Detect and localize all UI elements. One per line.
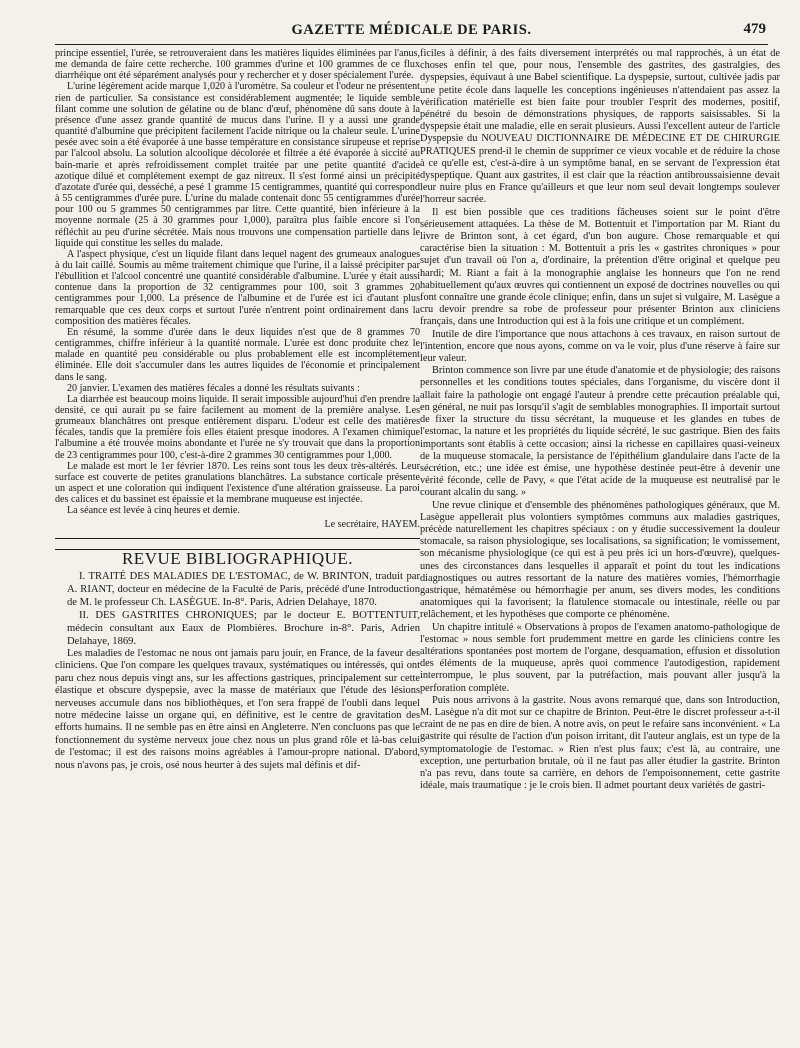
bibliography-entry: I. TRAITÉ DES MALADIES DE L'ESTOMAC, de W. BRINTON, traduit par A. RIANT, docteur en médecine de la Faculté de Paris, précédé d'une Introduction de M. le professeur Ch. LASÈGUE. In-8°. Paris, Adrien Delahaye, 1870. [67, 570, 420, 608]
paragraph: Les maladies de l'estomac ne nous ont jamais paru jouir, en France, de la faveur des cliniciens. Que l'on compare les quelques travaux, systématiques ou intéressés, qui ont paru chez nous depuis vingt ans, sur les affections gastriques, principalement sur cette élastique et obscure dyspepsie, avec la masse de matériaux que l'étude des lésions nerveuses accumule dans nos bibliothèques, et l'on sera frappé de l'oubli dans lequel notre médecine laisse un organe qui, en définitive, est le centre de gravitation des efforts humains. Il ne semble pas en être ainsi en Angleterre. N'en concluons pas que le fonctionnement du système nerveux joue chez nous un plus grand rôle et là-bas celui de l'estomac; il est des raisons moins agréables à l'amour-propre national. D'abord, nous n'avons pas, je crois, osé nous heurter à des sujets mal définis et dif- [55, 647, 420, 771]
page-number: 479 [743, 21, 766, 37]
paragraph: A l'aspect physique, c'est un liquide filant dans lequel nagent des grumeaux analogues à du lait caillé. Soumis au même traitement chimique que l'urine, il a laissé précipiter par l'ébullition et l'alcool concentré une quantité considérable d'albumine. L'urée y était aussi contenue dans la proportion de 32 centigrammes pour 100, soit 3 grammes 20 centigrammes pour 1,000. La présence de l'albumine et de l'urée est ici d'autant plus remarquable que ces deux corps et surtout l'urée n'entrent point ordinairement dans la composition des matières fécales. [55, 248, 420, 327]
page-header [55, 18, 768, 45]
bibliography-entry: II. DES GASTRITES CHRONIQUES; par le docteur E. BOTTENTUIT, médecin consultant aux Eaux de Plombières. Brochure in-8°. Paris, Adrien Delahaye, 1869. [67, 609, 420, 647]
paragraph: Une revue clinique et d'ensemble des phénomènes pathologiques généraux, que M. Lasègue appellerait plus volontiers symptômes communs aux maladies gastriques, précède naturellement les chapitres spéciaux : on y étudie successivement la douleur stomacale, sa raison physiologique, ses localisations, sa signification; le vomissement, son mécanisme physiologique (ce qui est à peu près ici un hors-d'œuvre), quelques-unes des circonstances dans lesquelles il apparaît et point du tout les indications diagnostiques ou autres ressortant de la nature des matières vomies, l'hémorrhagie gastrique, hématémèse ou hémorrhagie per anum, ses divers modes, les conditions anatomiques qui la favorisent; la flatulence stomacale ou intestinale, réelle ou par relâchement, et les hypothèses que comporte ce phénomène. [420, 499, 780, 621]
right-column [420, 48, 780, 1038]
review-body [55, 648, 420, 772]
paragraph: Le malade est mort le 1er février 1870. Les reins sont tous les deux très-altérés. Leur surface est couverte de petites granulations blanchâtres. La substance corticale présente un aspect et une coloration qui indiquent l'existence d'une altération graisseuse. La paroi des calices et du bassinet est épaissie et la membrane muqueuse est injectée. [55, 460, 420, 506]
paragraph: La séance est levée à cinq heures et demie. [67, 505, 240, 517]
paragraph: Inutile de dire l'importance que nous attachons à ces travaux, en raison surtout de l'intention, encore que nous ayons, comme on va le voir, plus d'une réserve à faire sur leur valeur. [420, 328, 780, 365]
paragraph: L'urine légèrement acide marque 1,020 à l'uromètre. Sa couleur et l'odeur ne présentent rien de particulier. Sa consistance est considérablement augmentée; le liquide semble filant comme une solution de gélatine ou de blanc d'œuf, phénomène dû sans doute à la présence d'une assez grande quantité de mucus dans l'urine. Il y a aussi une grande quantité d'albumine que précipitent facilement l'acide nitrique ou la chaleur seule. L'urine pesée avec soin a été évaporée à une basse température en consistance sirupeuse et reprise par l'alcool absolu. La solution alcoolique décolorée et filtrée a été évaporée à siccité au bain-marie et après refroidissement complet traitée par une petite quantité d'acide azotique dilué et complétement exempt de gaz nitreux. Il s'est formé ainsi un précipité d'azotate d'urée qui, desséché, a pesé 1 gramme 15 centigrammes, quantité qui correspond à 55 centigrammes d'urée pure. L'urine du malade contenait donc 55 centigrammes d'urée pour 100 ou 5 grammes 50 centigrammes par litre. Cette quantité, bien inférieure à la moyenne normale (25 à 30 grammes pour 1,000), paraîtra plus faible encore si l'on réfléchit au peu d'urine sécrétée. Mais nous trouvons une compensation partielle dans le liquide qui constitue les selles du malade. [55, 81, 420, 249]
paragraph: 20 janvier. L'examen des matières fécales a donné les résultats suivants : [67, 382, 360, 394]
paragraph: principe essentiel, l'urée, se retrouveraient dans les matières liquides éliminées par l'anus, me demanda de faire cette recherche. 100 grammes d'urine et 100 grammes de ce flux diarrhéique ont été séparément analysés pour y rechercher et y doser spécialement l'urée. [55, 48, 420, 82]
paragraph: Il est bien possible que ces traditions fâcheuses soient sur le point d'être sérieusement attaquées. La thèse de M. Bottentuit et l'importation par M. Riant du livre de Brinton sont, à cet égard, d'un bon augure. Chose remarquable et qui caractérise bien la situation : M. Bottentuit a pris les « gastrites chroniques » pour sujet d'un travail où l'on a, d'ordinaire, la prétention d'être original et quelque peu hardi; M. Riant a fait à la monographie anglaise les honneurs que l'on ne rend habituellement qu'aux œuvres qui contiennent un exposé de doctrines nouvelles ou qui font connaître une grande école clinique; enfin, dans un sujet si vulgaire, M. Lasègue a cru devoir prendre sa robe de professeur pour présenter Brinton aux cliniciens français, dans une Introduction qui est à la fois une critique et un complément. [420, 206, 780, 328]
paragraph: En résumé, la somme d'urée dans le deux liquides n'est que de 8 grammes 70 centigrammes, chiffre inférieur à la quantité normale. L'urée est donc produite chez le malade en quantité peu considérable ou plus probablement elle est incomplétement éliminée. Elle doit s'accumuler dans les autres liquides de l'économie et principalement dans le sang. [55, 326, 420, 383]
section-title: REVUE BIBLIOGRAPHIQUE. [121, 548, 354, 568]
left-column [55, 48, 420, 1038]
paragraph: Brinton commence son livre par une étude d'anatomie et de physiologie; des raisons personnelles et les conditions toutes spéciales, dans l'organisme, du viscère dont il allait faire la pathologie ont engagé l'auteur à prendre cette précaution préalable qui, en général, ne nuit pas lorsqu'il s'agit de semblables monographies. Il importait surtout de fixer la structure du tissu sécrétant, la muqueuse et les glandes en tubes de l'estomac, la nature et les propriétés du liquide sécrété, le suc gastrique. Bien des faits importants sont établis à cette occasion; ainsi la richesse en capillaires quasi-veineux de la muqueuse stomacale, la persistance de l'épithélium glandulaire dans l'acte de la sécrétion, etc.; une idée est émise, une hypothèse destinée peut-être à devenir une vérité féconde, celle de Pavy, « que l'état acide de la muqueuse est neutralisé par le courant alcalin du sang. » [420, 365, 780, 499]
paragraph: La diarrhée est beaucoup moins liquide. Il serait impossible aujourd'hui d'en prendre la densité, ce qui aurait pu se faire facilement au moment de la première analyse. Les grumeaux blanchâtres ont presque entièrement disparu. L'odeur est celle des matières fécales, tandis que la première fois elles étaient presque inodores. A l'examen chimique l'albumine a été trouvée moins abondante et l'urée ne s'y trouvait que dans la proportion de 23 centigrammes pour 100, c'est-à-dire 2 grammes 30 centigrammes pour 1,000. [55, 393, 420, 461]
paragraph: ficiles à définir, à des faits diversement interprétés ou mal rapprochés, à un état de choses enfin tel que, pour nous, l'ensemble des gastrites, des gastralgies, des dyspepsies, équivaut à une Babel scientifique. La dyspepsie, surtout, cultivée jadis par une petite école dans laquelle les conceptions ingénieuses n'attendaient pas assez la vérification matérielle est bien faite pour troubler l'esprit des modernes, positif, pénétré du besoin de démonstrations physiques, de rapports saisissables. Si la dyspepsie était une maladie, elle en serait plusieurs. Aussi l'excellent auteur de l'article Dyspepsie du NOUVEAU DICTIONNAIRE DE MÉDECINE ET DE CHIRURGIE PRATIQUES prend-il le chemin de supprimer ce vieux vocable et de réduire la chose à ce qu'elle est, c'est-à-dire à un symptôme banal, en se servant de l'expression état dyspeptique. Quant aux gastrites, il est clair que la réaction antibroussaisienne devait leur nuire plus en France qu'ailleurs et que leur nom seul devait longtemps soulever l'horreur sacrée. [420, 48, 780, 206]
journal-title: GAZETTE MÉDICALE DE PARIS. [291, 22, 532, 38]
divider [55, 538, 420, 539]
paragraph: Puis nous arrivons à la gastrite. Nous avons remarqué que, dans son Introduction, M. Lasègue n'a dit mot sur ce chapitre de Brinton. Peut-être le discret professeur a-t-il craint de ne pas en dire de bien. A notre avis, on peut le refaire sans inconvénient. « La gastrite qui résulte de l'action d'un poison irritant, dit l'auteur anglais, est un type de la symptomatologie de l'estomac. » Rien n'est plus faux; c'est là, au contraire, une exception, une perturbation brutale, où il ne faut pas aller étudier la gastrite. Brinton n'a pas revu, dans toute sa carrière, en dehors de l'empoisonnement, cette gastrite idéale, mais traumatique : je le crois bien. Il admet pourtant deux variétés de gastri- [420, 694, 780, 792]
signature: Le secrétaire, HAYEM. [324, 518, 420, 530]
paragraph: Un chapitre intitulé « Observations à propos de l'examen anatomo-pathologique de l'estomac » nous semble fort prudemment mettre en garde les cliniciens contre les altérations spontanées post mortem de l'organe, desquamation, effusion et dissolution des éléments de la muqueuse, après quoi commence l'autodigestion, rapidement interrompue, le plus souvent, par la putréfaction, mais pouvant aller jusqu'à la perforation complète. [420, 621, 780, 694]
